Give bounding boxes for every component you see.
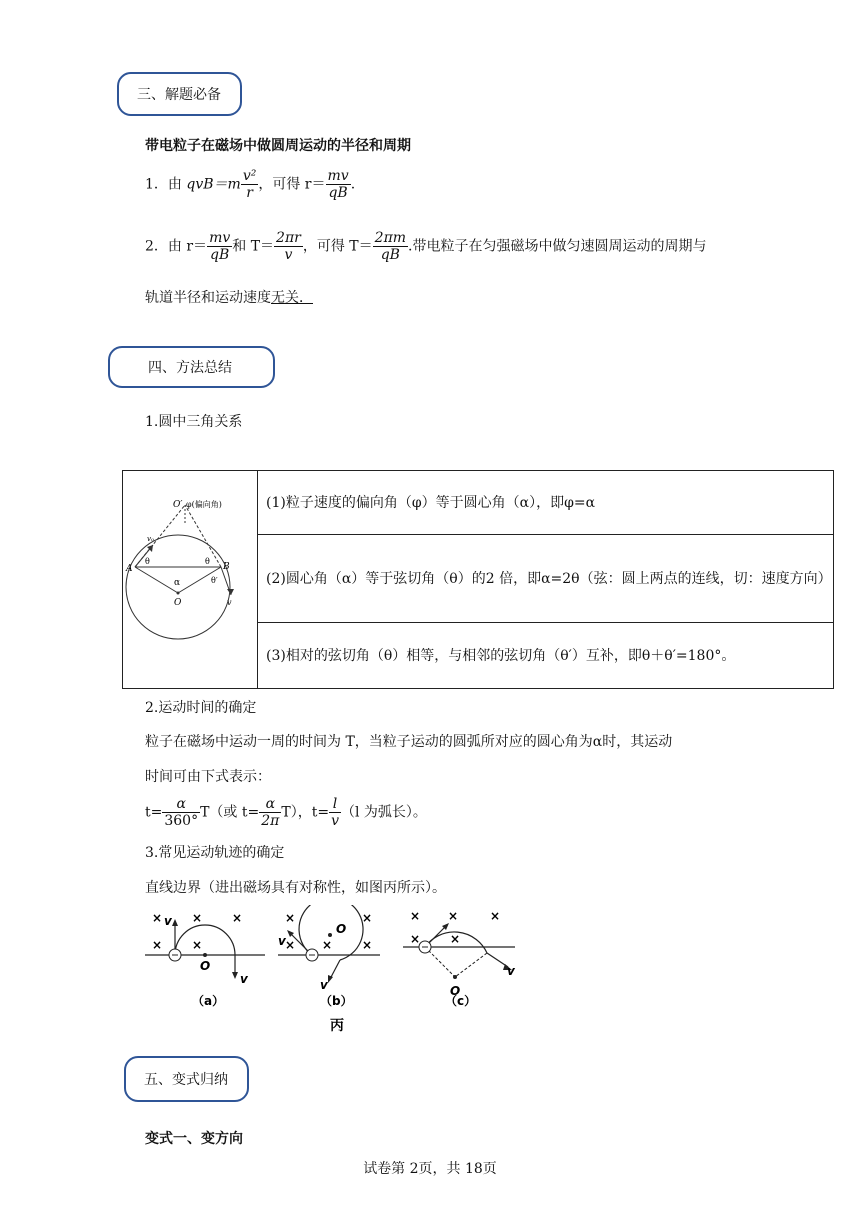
eq1-frac2: $\frac{mv}{qB}$ (327, 168, 349, 202)
section-4-label: 四、方法总结 (148, 360, 232, 376)
b-label: B (223, 561, 230, 572)
alpha-label: α (174, 577, 181, 588)
fig-b-o: O (336, 922, 347, 936)
variant-1-title: 变式一、变方向 (145, 1131, 243, 1147)
formula-t3: T），t= (281, 804, 330, 821)
eq2-frac3: $\frac{2\pi m}{qB}$ (374, 230, 407, 264)
section-5-label: 五、变式归纳 (144, 1072, 228, 1088)
theta-label-b: θ (205, 556, 210, 566)
fig-a-x5: × (192, 938, 203, 952)
section-4-tag (108, 346, 275, 388)
fig-b-x1: × (285, 911, 296, 925)
equation-1 (145, 168, 355, 201)
eq1-frac1: $\frac{\text{v²}}{r}$ (242, 168, 257, 202)
eq1-lhs: qvB＝m (186, 176, 241, 193)
table-row-1: (1)粒子速度的偏向角（φ）等于圆心角（α），即φ=α (258, 471, 834, 535)
o-prime-label: O′ (173, 499, 183, 510)
fig-c-v: v (507, 964, 515, 978)
fig-c-o: O (450, 984, 461, 998)
fig-a-x4: × (152, 938, 163, 952)
s3-heading: 带电粒子在磁场中做圆周运动的半径和周期 (145, 138, 411, 154)
fig-b-v2: v (320, 978, 328, 992)
trajectory-figure (140, 905, 530, 1040)
m2-formula (145, 796, 427, 829)
m3-title: 3.常见运动轨迹的确定 (145, 845, 285, 861)
formula-t4: （l 为弧长）。 (340, 804, 427, 821)
table-row-3: (3)相对的弦切角（θ）相等，与相邻的弦切角（θ′）互补，即θ＋θ′=180°。 (258, 623, 834, 689)
fig-c-x5: × (450, 932, 461, 946)
o-label: O (174, 597, 182, 608)
section-3-tag (117, 72, 242, 116)
m3-line1: 直线边界（进出磁场具有对称性，如图丙所示）。 (145, 880, 446, 896)
fig-a-x1: × (152, 911, 163, 925)
figure-1-cell (123, 471, 258, 689)
fig-c-caption: （c） (445, 994, 477, 1008)
fig-a-v2: v (240, 972, 248, 986)
m2-line2: 时间可由下式表示： (145, 769, 271, 785)
fig-a-o: O (200, 959, 211, 973)
fig-a-caption: （a） (192, 994, 225, 1008)
fig-b-x2: × (362, 911, 373, 925)
fig-c-x1: × (410, 909, 421, 923)
fig-b-x5: × (362, 938, 373, 952)
a-label: A (126, 563, 133, 574)
table-row-2: (2)圆心角（α）等于弦切角（θ）的2 倍，即α=2θ（弦：圆上两点的连线，切：速度方向） (258, 535, 834, 623)
eq1-mid: ，可得 r＝ (258, 176, 326, 193)
v-label: v (227, 597, 232, 607)
theta-label-a: θ (145, 556, 150, 566)
eq2-line2 (145, 287, 313, 307)
page-footer: 试卷第 2页，共 18页 (363, 1161, 497, 1177)
fig-c-x3: × (490, 909, 501, 923)
eq2-frac1: $\frac{mv}{qB}$ (209, 230, 231, 264)
m2-title: 2.运动时间的确定 (145, 700, 257, 716)
m1-title: 1.圆中三角关系 (145, 414, 243, 430)
eq2-tail: .带电粒子在匀强磁场中做匀速圆周运动的周期与 (408, 238, 707, 255)
section-5-tag (124, 1056, 249, 1102)
fig-c-x2: × (448, 909, 459, 923)
formula-t2: T（或 t= (200, 804, 260, 821)
fig-a-x2: × (192, 911, 203, 925)
fig-b-x3: × (285, 938, 296, 952)
equation-2 (145, 230, 707, 263)
section-3-label: 三、解题必备 (137, 87, 221, 103)
eq2-num: 2．由 r＝ (145, 238, 208, 255)
eq2-line2-prefix: 轨道半径和运动速度 (145, 290, 271, 306)
formula-frac1: $\frac{\alpha}{360^\circ}$ (164, 796, 199, 830)
figure-caption: 丙 (330, 1018, 344, 1034)
eq2-mid: ，可得 T＝ (302, 238, 373, 255)
eq2-and: 和 T＝ (232, 238, 275, 255)
fig-b-x4: × (322, 938, 333, 952)
eq1-end: . (350, 176, 356, 193)
theta-prime-label: θ′ (211, 575, 218, 585)
v0-label: v₀ (147, 534, 154, 543)
fig-c-x4: × (410, 932, 421, 946)
eq2-frac2: $\frac{2\pi r}{v}$ (276, 230, 301, 264)
m2-line1: 粒子在磁场中运动一周的时间为 T，当粒子运动的圆弧所对应的圆心角为α时，其运动 (145, 734, 673, 750)
formula-frac2: $\frac{\alpha}{2\pi}$ (261, 796, 280, 830)
relation-table (122, 470, 834, 689)
circle-geometry-figure (123, 475, 257, 675)
fig-b-v1: v (278, 934, 286, 948)
eq1-num: 1．由 (145, 176, 182, 193)
fig-a-v1: v (164, 914, 172, 928)
fig-b-caption: （b） (320, 994, 353, 1008)
formula-t1: t= (145, 804, 163, 821)
fig-a-x3: × (232, 911, 243, 925)
phi-label: φ(偏向角) (186, 499, 222, 509)
formula-frac3: $\frac{l}{v}$ (331, 796, 339, 830)
eq2-line2-underlined: 无关． (271, 290, 313, 306)
